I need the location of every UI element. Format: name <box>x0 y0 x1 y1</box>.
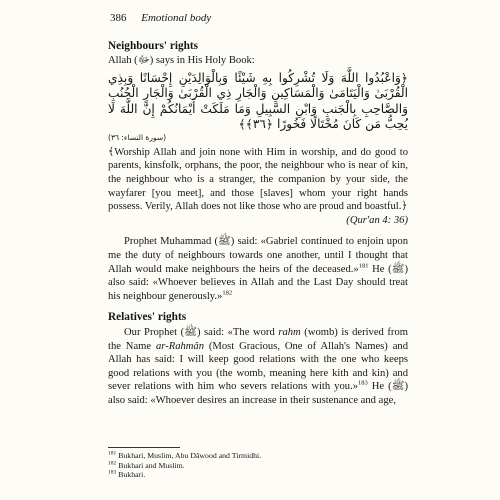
footnote-text: Bukhari, Muslim, Abu Dâwood and Tirmidhi. <box>118 451 262 460</box>
footnote-divider <box>108 447 180 448</box>
relatives-text-1: Our Prophet (ﷺ) said: «The word <box>124 326 279 338</box>
footnote-text: Bukhari. <box>118 470 146 480</box>
footnote-text: Bukhari and Muslim. <box>118 460 185 470</box>
page-number: 386 <box>110 12 127 24</box>
verse-reference: (Qur'an 4: 36) <box>346 214 408 226</box>
quran-intro: Allah (ﷻ) says in His Holy Book: <box>108 55 255 67</box>
book-page <box>108 12 408 407</box>
verse-translation: ﴾Worship Allah and join none with Him in worship, and do good to parents, kinsfolk, orphans, the poor, the neighbour who is near of kin, the neighbour who is a stranger, the companion by your side, the wayfarer [you meet], and those [slaves] whom your right hands possess. Verily, Allah does not like those who are proud and boastful.﴿ <box>108 146 408 213</box>
footnote-ref-183: 183 <box>358 379 368 387</box>
footnote-181 <box>108 451 408 461</box>
arabic-verse-reference: (سورة النساء: ٣٦) <box>108 132 167 142</box>
footnote-183 <box>108 470 408 480</box>
relatives-text-3: (Most Gracious, One of Allah's Names) and Allah has said: I will keep good relations with the one who keeps good relations with you (the womb, meaning here kith and kin) and sever relations with him who severs relations with you.» <box>108 340 408 393</box>
footnote-number: 182 <box>108 460 117 466</box>
relatives-paragraph <box>108 326 408 408</box>
section-heading-relatives: Relatives' rights <box>108 311 187 324</box>
footnote-ref-182: 182 <box>222 289 233 297</box>
running-header <box>110 12 408 26</box>
footnote-182 <box>108 461 408 471</box>
term-rahm: rahm <box>278 326 301 338</box>
section-heading-neighbours: Neighbours' rights <box>108 39 199 52</box>
hadith-paragraph <box>108 235 408 303</box>
footnote-number: 183 <box>108 469 117 476</box>
footnote-number: 181 <box>108 450 117 457</box>
hadith-text-2: He (ﷺ) also said: «Whoever believes in Allah and the Last Day should treat his neighbour generously.» <box>108 263 408 302</box>
footnotes <box>108 447 408 480</box>
running-title: Emotional body <box>141 12 212 24</box>
arabic-verse: ﴿وَاعْبُدُوا اللَّهَ وَلَا تُشْرِكُوا بِهِ شَيْئًا وَبِالْوَالِدَيْنِ إِحْسَانًا وَبِذِي الْقُرْبَىٰ وَالْيَتَامَىٰ وَالْمَسَاكِينِ وَالْجَارِ ذِي الْقُرْبَىٰ وَالْجَارِ الْجُنُبِ وَالصَّاحِبِ بِالْجَنبِ وَابْنِ السَّبِيلِ وَمَا مَلَكَتْ أَيْمَانُكُمْ إِنَّ اللَّهَ لَا يُحِبُّ مَن كَانَ مُخْتَالًا فَخُورًا ﴿٣٦﴾﴾ <box>108 70 408 132</box>
hadith-text-1: Prophet Muhammad (ﷺ) said: «Gabriel continued to enjoin upon me the duty of neighbours towards one another, until I thought that Allah would make neighbours the heirs of the deceased.» <box>108 236 408 275</box>
footnote-ref-181: 181 <box>358 262 369 269</box>
term-ar-rahman: ar-Rahmân <box>155 340 205 352</box>
relatives-text-2: (womb) is derived from the Name <box>108 326 409 352</box>
relatives-text-4: He (ﷺ) also said: «Whoever desires an increase in their sustenance and age, <box>108 381 408 406</box>
